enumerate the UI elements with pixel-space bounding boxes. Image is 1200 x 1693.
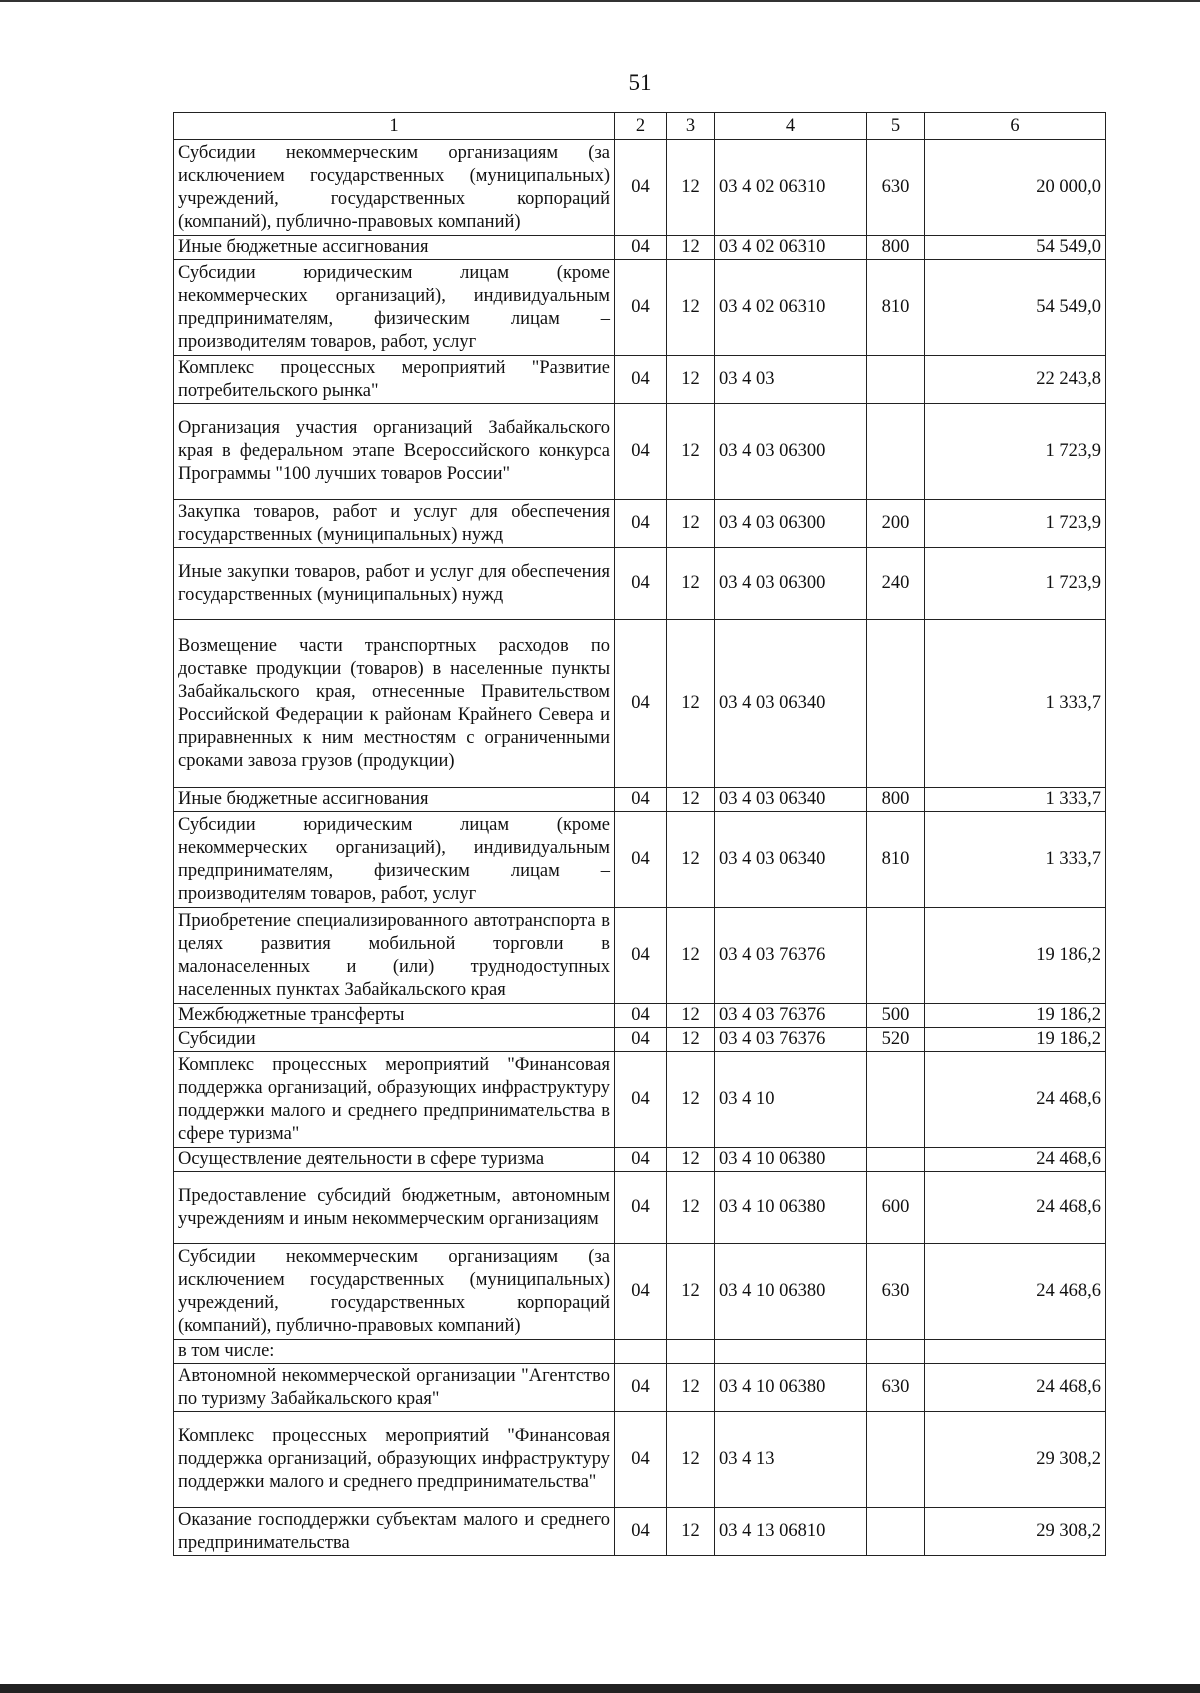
row-target-code-cell: 03 4 13 06810 (715, 1508, 867, 1556)
table-row (174, 356, 1106, 404)
table-row (174, 1172, 1106, 1244)
table-row (174, 812, 1106, 908)
row-target-code-cell: 03 4 03 76376 (715, 908, 867, 1004)
row-expense-type-cell: 600 (867, 1172, 925, 1244)
row-name-cell: Автономной некоммерческой организации "Агентство по туризму Забайкальского края" (174, 1364, 615, 1412)
row-expense-type-cell (867, 1508, 925, 1556)
row-amount-cell: 19 186,2 (925, 1004, 1106, 1028)
row-name-cell: Иные бюджетные ассигнования (174, 788, 615, 812)
row-section-cell: 04 (615, 356, 667, 404)
row-subsection-cell: 12 (667, 1412, 715, 1508)
row-name-cell: Субсидии юридическим лицам (кроме некоммерческих организаций), индивидуальным предпринимателям, физическим лицам – производителям товаров, работ, услуг (174, 812, 615, 908)
table-row (174, 620, 1106, 788)
row-subsection-cell (667, 1340, 715, 1364)
row-section-cell: 04 (615, 260, 667, 356)
budget-table (173, 112, 1106, 1556)
row-target-code-cell: 03 4 03 06340 (715, 788, 867, 812)
row-expense-type-cell: 520 (867, 1028, 925, 1052)
row-amount-cell: 54 549,0 (925, 236, 1106, 260)
row-expense-type-cell (867, 620, 925, 788)
row-expense-type-cell (867, 1412, 925, 1508)
row-section-cell: 04 (615, 1028, 667, 1052)
row-amount-cell: 19 186,2 (925, 1028, 1106, 1052)
row-subsection-cell: 12 (667, 1508, 715, 1556)
row-name-cell: Субсидии некоммерческим организациям (за исключением государственных (муниципальных) учреждений, государственных корпораций (компаний), публично-правовых компаний) (174, 1244, 615, 1340)
row-section-cell: 04 (615, 1172, 667, 1244)
row-section-cell: 04 (615, 1148, 667, 1172)
row-amount-cell: 1 723,9 (925, 500, 1106, 548)
row-name-cell: Организация участия организаций Забайкальского края в федеральном этапе Всероссийского конкурса Программы "100 лучших товаров России" (174, 404, 615, 500)
row-target-code-cell: 03 4 10 06380 (715, 1244, 867, 1340)
row-amount-cell: 24 468,6 (925, 1244, 1106, 1340)
column-header-6: 6 (925, 113, 1106, 140)
row-expense-type-cell (867, 356, 925, 404)
row-subsection-cell: 12 (667, 140, 715, 236)
row-target-code-cell: 03 4 10 06380 (715, 1148, 867, 1172)
row-amount-cell: 1 723,9 (925, 548, 1106, 620)
column-header-4: 4 (715, 113, 867, 140)
row-amount-cell: 29 308,2 (925, 1412, 1106, 1508)
column-header-2: 2 (615, 113, 667, 140)
row-target-code-cell: 03 4 10 06380 (715, 1172, 867, 1244)
row-expense-type-cell: 810 (867, 260, 925, 356)
row-name-cell: Возмещение части транспортных расходов по доставке продукции (товаров) в населенные пункты Забайкальского края, отнесенные Правительством Российской Федерации к районам Крайнего Севера и приравненных к ним местностям с ограниченными сроками завоза грузов (продукции) (174, 620, 615, 788)
row-section-cell: 04 (615, 812, 667, 908)
column-header-1: 1 (174, 113, 615, 140)
row-subsection-cell: 12 (667, 404, 715, 500)
row-name-cell: Оказание господдержки субъектам малого и среднего предпринимательства (174, 1508, 615, 1556)
row-section-cell: 04 (615, 548, 667, 620)
table-row (174, 1028, 1106, 1052)
row-section-cell: 04 (615, 236, 667, 260)
row-subsection-cell: 12 (667, 908, 715, 1004)
row-name-cell: Осуществление деятельности в сфере туризма (174, 1148, 615, 1172)
row-target-code-cell: 03 4 03 06300 (715, 404, 867, 500)
row-name-cell: Иные бюджетные ассигнования (174, 236, 615, 260)
row-name-cell: Межбюджетные трансферты (174, 1004, 615, 1028)
row-subsection-cell: 12 (667, 1004, 715, 1028)
row-subsection-cell: 12 (667, 620, 715, 788)
row-amount-cell: 24 468,6 (925, 1148, 1106, 1172)
row-target-code-cell: 03 4 03 06300 (715, 548, 867, 620)
column-header-3: 3 (667, 113, 715, 140)
row-target-code-cell: 03 4 03 06340 (715, 812, 867, 908)
row-name-cell: Предоставление субсидий бюджетным, автономным учреждениям и иным некоммерческим организациям (174, 1172, 615, 1244)
row-name-cell: Комплекс процессных мероприятий "Развитие потребительского рынка" (174, 356, 615, 404)
row-name-cell: в том числе: (174, 1340, 615, 1364)
table-row (174, 1364, 1106, 1412)
row-subsection-cell: 12 (667, 260, 715, 356)
row-target-code-cell: 03 4 02 06310 (715, 260, 867, 356)
page-number: 51 (628, 70, 652, 95)
row-amount-cell: 24 468,6 (925, 1052, 1106, 1148)
table-row (174, 260, 1106, 356)
table-row (174, 548, 1106, 620)
row-expense-type-cell: 630 (867, 1244, 925, 1340)
row-amount-cell: 20 000,0 (925, 140, 1106, 236)
row-target-code-cell: 03 4 10 (715, 1052, 867, 1148)
header-row (174, 113, 1106, 140)
row-name-cell: Субсидии некоммерческим организациям (за исключением государственных (муниципальных) учреждений, государственных корпораций (компаний), публично-правовых компаний) (174, 140, 615, 236)
row-section-cell: 04 (615, 908, 667, 1004)
row-subsection-cell: 12 (667, 548, 715, 620)
table-row (174, 1412, 1106, 1508)
row-target-code-cell: 03 4 03 06340 (715, 620, 867, 788)
row-target-code-cell: 03 4 13 (715, 1412, 867, 1508)
row-section-cell: 04 (615, 620, 667, 788)
table-row (174, 1148, 1106, 1172)
row-name-cell: Закупка товаров, работ и услуг для обеспечения государственных (муниципальных) нужд (174, 500, 615, 548)
row-subsection-cell: 12 (667, 1028, 715, 1052)
row-name-cell: Комплекс процессных мероприятий "Финансовая поддержка организаций, образующих инфраструктуру поддержки малого и среднего предпринимательства в сфере туризма" (174, 1052, 615, 1148)
table-row (174, 1508, 1106, 1556)
row-target-code-cell: 03 4 10 06380 (715, 1364, 867, 1412)
row-expense-type-cell (867, 1052, 925, 1148)
row-subsection-cell: 12 (667, 1172, 715, 1244)
table-row (174, 500, 1106, 548)
row-section-cell: 04 (615, 1052, 667, 1148)
table-row (174, 1052, 1106, 1148)
row-amount-cell: 24 468,6 (925, 1364, 1106, 1412)
column-header-5: 5 (867, 113, 925, 140)
row-section-cell: 04 (615, 1244, 667, 1340)
row-expense-type-cell: 800 (867, 236, 925, 260)
row-amount-cell: 29 308,2 (925, 1508, 1106, 1556)
row-subsection-cell: 12 (667, 236, 715, 260)
row-subsection-cell: 12 (667, 1148, 715, 1172)
row-amount-cell: 54 549,0 (925, 260, 1106, 356)
row-amount-cell: 1 333,7 (925, 788, 1106, 812)
row-name-cell: Субсидии юридическим лицам (кроме некоммерческих организаций), индивидуальным предпринимателям, физическим лицам – производителям товаров, работ, услуг (174, 260, 615, 356)
row-name-cell: Иные закупки товаров, работ и услуг для обеспечения государственных (муниципальных) нужд (174, 548, 615, 620)
row-section-cell: 04 (615, 404, 667, 500)
table-row (174, 908, 1106, 1004)
table-row (174, 236, 1106, 260)
table-row (174, 788, 1106, 812)
row-section-cell: 04 (615, 140, 667, 236)
row-section-cell: 04 (615, 1364, 667, 1412)
row-target-code-cell: 03 4 03 76376 (715, 1004, 867, 1028)
row-subsection-cell: 12 (667, 356, 715, 404)
row-name-cell: Приобретение специализированного автотранспорта в целях развития мобильной торговли в малонаселенных и (или) труднодоступных населенных пунктах Забайкальского края (174, 908, 615, 1004)
table-row (174, 1244, 1106, 1340)
row-target-code-cell: 03 4 02 06310 (715, 236, 867, 260)
row-expense-type-cell (867, 908, 925, 1004)
row-section-cell: 04 (615, 1412, 667, 1508)
row-amount-cell (925, 1340, 1106, 1364)
table-row (174, 404, 1106, 500)
row-name-cell: Субсидии (174, 1028, 615, 1052)
row-amount-cell: 19 186,2 (925, 908, 1106, 1004)
row-amount-cell: 24 468,6 (925, 1172, 1106, 1244)
row-amount-cell: 22 243,8 (925, 356, 1106, 404)
row-subsection-cell: 12 (667, 1364, 715, 1412)
row-subsection-cell: 12 (667, 500, 715, 548)
table-row (174, 1340, 1106, 1364)
row-expense-type-cell: 810 (867, 812, 925, 908)
row-expense-type-cell: 630 (867, 1364, 925, 1412)
row-subsection-cell: 12 (667, 1244, 715, 1340)
row-expense-type-cell: 200 (867, 500, 925, 548)
row-subsection-cell: 12 (667, 788, 715, 812)
row-section-cell (615, 1340, 667, 1364)
row-section-cell: 04 (615, 1004, 667, 1028)
row-expense-type-cell (867, 1340, 925, 1364)
scan-top-edge (0, 0, 1200, 6)
row-expense-type-cell: 800 (867, 788, 925, 812)
table-row (174, 140, 1106, 236)
row-target-code-cell: 03 4 03 (715, 356, 867, 404)
row-section-cell: 04 (615, 788, 667, 812)
row-subsection-cell: 12 (667, 1052, 715, 1148)
row-section-cell: 04 (615, 500, 667, 548)
row-target-code-cell: 03 4 02 06310 (715, 140, 867, 236)
row-target-code-cell: 03 4 03 06300 (715, 500, 867, 548)
row-expense-type-cell (867, 1148, 925, 1172)
scan-bottom-edge (0, 1684, 1200, 1693)
table-row (174, 1004, 1106, 1028)
row-amount-cell: 1 333,7 (925, 812, 1106, 908)
row-amount-cell: 1 333,7 (925, 620, 1106, 788)
row-target-code-cell: 03 4 03 76376 (715, 1028, 867, 1052)
row-section-cell: 04 (615, 1508, 667, 1556)
row-expense-type-cell (867, 404, 925, 500)
row-expense-type-cell: 500 (867, 1004, 925, 1028)
row-subsection-cell: 12 (667, 812, 715, 908)
row-amount-cell: 1 723,9 (925, 404, 1106, 500)
row-target-code-cell (715, 1340, 867, 1364)
row-expense-type-cell: 240 (867, 548, 925, 620)
row-expense-type-cell: 630 (867, 140, 925, 236)
row-name-cell: Комплекс процессных мероприятий "Финансовая поддержка организаций, образующих инфраструктуру поддержки малого и среднего предпринимательства" (174, 1412, 615, 1508)
